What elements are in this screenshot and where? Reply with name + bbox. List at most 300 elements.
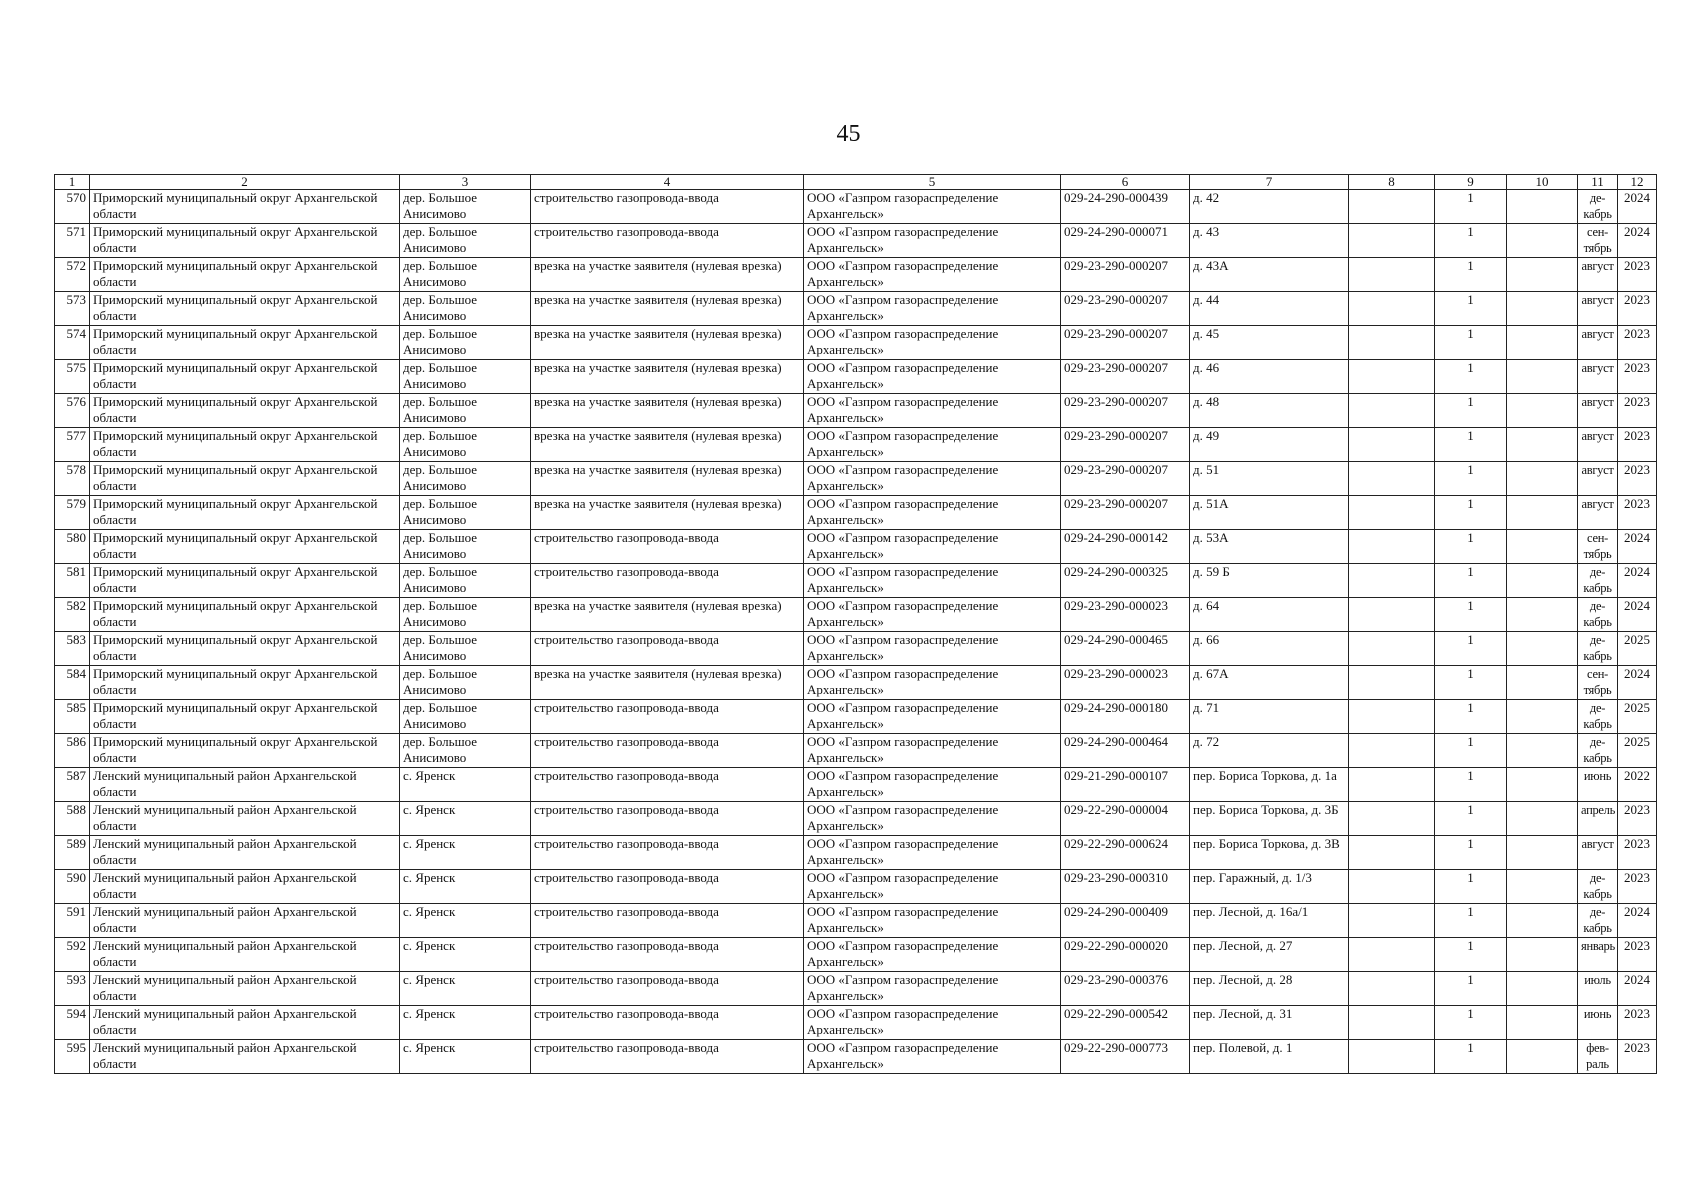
month-cell: де-кабрь [1578,598,1618,632]
address-cell: пер. Гаражный, д. 1/3 [1190,870,1349,904]
organization-cell: ООО «Газпром газораспределение Архангельск» [804,734,1061,768]
page-number: 45 [836,121,861,147]
year-cell: 2024 [1618,564,1657,598]
settlement-cell: с. Яренск [400,802,531,836]
quantity-cell: 1 [1435,802,1507,836]
organization-cell: ООО «Газпром газораспределение Архангельск» [804,258,1061,292]
month-cell: август [1578,836,1618,870]
work-type-cell: строительство газопровода-ввода [531,768,804,802]
application-number-cell: 029-24-290-000180 [1061,700,1190,734]
quantity-cell: 1 [1435,768,1507,802]
column-10-cell [1507,428,1578,462]
year-cell: 2023 [1618,1006,1657,1040]
month-cell: июль [1578,972,1618,1006]
column-8-cell [1349,700,1435,734]
application-number-cell: 029-24-290-000071 [1061,224,1190,258]
year-cell: 2022 [1618,768,1657,802]
table-row [55,394,1657,428]
work-type-cell: строительство газопровода-ввода [531,190,804,224]
settlement-cell: дер. Большое Анисимово [400,564,531,598]
column-8-cell [1349,972,1435,1006]
month-cell: фев-раль [1578,1040,1618,1074]
application-number-cell: 029-22-290-000542 [1061,1006,1190,1040]
quantity-cell: 1 [1435,224,1507,258]
application-number-cell: 029-21-290-000107 [1061,768,1190,802]
work-type-cell: врезка на участке заявителя (нулевая врезка) [531,394,804,428]
month-cell: де-кабрь [1578,564,1618,598]
quantity-cell: 1 [1435,394,1507,428]
address-cell: пер. Бориса Торкова, д. 1а [1190,768,1349,802]
address-cell: пер. Бориса Торкова, д. 3Б [1190,802,1349,836]
year-cell: 2023 [1618,258,1657,292]
column-header: 7 [1190,175,1349,190]
table-row [55,224,1657,258]
column-8-cell [1349,530,1435,564]
month-cell: де-кабрь [1578,632,1618,666]
column-10-cell [1507,598,1578,632]
row-number-cell: 576 [55,394,90,428]
column-header: 4 [531,175,804,190]
settlement-cell: с. Яренск [400,768,531,802]
column-8-cell [1349,1006,1435,1040]
column-10-cell [1507,292,1578,326]
column-10-cell [1507,462,1578,496]
quantity-cell: 1 [1435,598,1507,632]
application-number-cell: 029-23-290-000023 [1061,666,1190,700]
application-number-cell: 029-24-290-000142 [1061,530,1190,564]
settlement-cell: дер. Большое Анисимово [400,496,531,530]
month-cell: де-кабрь [1578,700,1618,734]
month-cell: январь [1578,938,1618,972]
table-row [55,462,1657,496]
application-number-cell: 029-23-290-000207 [1061,496,1190,530]
year-cell: 2023 [1618,326,1657,360]
column-10-cell [1507,258,1578,292]
month-cell: август [1578,496,1618,530]
application-number-cell: 029-22-290-000773 [1061,1040,1190,1074]
column-10-cell [1507,530,1578,564]
municipality-cell: Ленский муниципальный район Архангельской области [90,904,400,938]
row-number-cell: 580 [55,530,90,564]
column-8-cell [1349,802,1435,836]
column-8-cell [1349,1040,1435,1074]
settlement-cell: с. Яренск [400,938,531,972]
table-header-row [55,175,1657,190]
column-header: 12 [1618,175,1657,190]
column-8-cell [1349,768,1435,802]
table-row [55,904,1657,938]
year-cell: 2023 [1618,1040,1657,1074]
column-8-cell [1349,870,1435,904]
settlement-cell: с. Яренск [400,870,531,904]
month-cell: де-кабрь [1578,904,1618,938]
column-header: 11 [1578,175,1618,190]
organization-cell: ООО «Газпром газораспределение Архангельск» [804,224,1061,258]
address-cell: д. 71 [1190,700,1349,734]
column-8-cell [1349,666,1435,700]
table-row [55,666,1657,700]
work-type-cell: врезка на участке заявителя (нулевая врезка) [531,462,804,496]
year-cell: 2024 [1618,598,1657,632]
work-type-cell: врезка на участке заявителя (нулевая врезка) [531,598,804,632]
application-number-cell: 029-24-290-000464 [1061,734,1190,768]
row-number-cell: 570 [55,190,90,224]
column-8-cell [1349,836,1435,870]
year-cell: 2023 [1618,938,1657,972]
work-type-cell: врезка на участке заявителя (нулевая врезка) [531,360,804,394]
table-row [55,530,1657,564]
application-number-cell: 029-23-290-000376 [1061,972,1190,1006]
address-cell: д. 42 [1190,190,1349,224]
organization-cell: ООО «Газпром газораспределение Архангельск» [804,1006,1061,1040]
organization-cell: ООО «Газпром газораспределение Архангельск» [804,496,1061,530]
column-10-cell [1507,394,1578,428]
work-type-cell: строительство газопровода-ввода [531,530,804,564]
column-10-cell [1507,972,1578,1006]
organization-cell: ООО «Газпром газораспределение Архангельск» [804,394,1061,428]
table-row [55,802,1657,836]
municipality-cell: Ленский муниципальный район Архангельской области [90,972,400,1006]
row-number-cell: 579 [55,496,90,530]
quantity-cell: 1 [1435,1040,1507,1074]
address-cell: д. 67А [1190,666,1349,700]
column-8-cell [1349,360,1435,394]
column-8-cell [1349,564,1435,598]
municipality-cell: Ленский муниципальный район Архангельской области [90,1040,400,1074]
row-number-cell: 578 [55,462,90,496]
column-10-cell [1507,802,1578,836]
year-cell: 2025 [1618,700,1657,734]
settlement-cell: дер. Большое Анисимово [400,292,531,326]
row-number-cell: 594 [55,1006,90,1040]
organization-cell: ООО «Газпром газораспределение Архангельск» [804,292,1061,326]
table-row [55,938,1657,972]
year-cell: 2023 [1618,428,1657,462]
year-cell: 2023 [1618,292,1657,326]
column-8-cell [1349,904,1435,938]
month-cell: август [1578,462,1618,496]
organization-cell: ООО «Газпром газораспределение Архангельск» [804,768,1061,802]
settlement-cell: дер. Большое Анисимово [400,666,531,700]
column-10-cell [1507,190,1578,224]
municipality-cell: Ленский муниципальный район Архангельской области [90,938,400,972]
column-8-cell [1349,394,1435,428]
column-header: 10 [1507,175,1578,190]
registry-table [54,174,1657,1074]
municipality-cell: Ленский муниципальный район Архангельской области [90,870,400,904]
settlement-cell: с. Яренск [400,904,531,938]
column-10-cell [1507,836,1578,870]
row-number-cell: 575 [55,360,90,394]
settlement-cell: дер. Большое Анисимово [400,190,531,224]
address-cell: пер. Лесной, д. 16а/1 [1190,904,1349,938]
work-type-cell: врезка на участке заявителя (нулевая врезка) [531,258,804,292]
municipality-cell: Приморский муниципальный округ Архангельской области [90,292,400,326]
municipality-cell: Приморский муниципальный округ Архангельской области [90,190,400,224]
column-10-cell [1507,326,1578,360]
column-8-cell [1349,292,1435,326]
work-type-cell: строительство газопровода-ввода [531,972,804,1006]
quantity-cell: 1 [1435,870,1507,904]
settlement-cell: дер. Большое Анисимово [400,700,531,734]
application-number-cell: 029-23-290-000207 [1061,462,1190,496]
organization-cell: ООО «Газпром газораспределение Архангельск» [804,598,1061,632]
municipality-cell: Приморский муниципальный округ Архангельской области [90,666,400,700]
table-row [55,972,1657,1006]
column-8-cell [1349,938,1435,972]
month-cell: август [1578,394,1618,428]
row-number-cell: 586 [55,734,90,768]
address-cell: пер. Полевой, д. 1 [1190,1040,1349,1074]
application-number-cell: 029-23-290-000310 [1061,870,1190,904]
address-cell: д. 66 [1190,632,1349,666]
quantity-cell: 1 [1435,530,1507,564]
row-number-cell: 595 [55,1040,90,1074]
municipality-cell: Ленский муниципальный район Архангельской области [90,836,400,870]
settlement-cell: с. Яренск [400,836,531,870]
table-row [55,598,1657,632]
table-row [55,1040,1657,1074]
work-type-cell: строительство газопровода-ввода [531,632,804,666]
year-cell: 2023 [1618,360,1657,394]
settlement-cell: дер. Большое Анисимово [400,462,531,496]
organization-cell: ООО «Газпром газораспределение Архангельск» [804,836,1061,870]
month-cell: июнь [1578,1006,1618,1040]
column-8-cell [1349,428,1435,462]
settlement-cell: дер. Большое Анисимово [400,224,531,258]
year-cell: 2024 [1618,972,1657,1006]
column-10-cell [1507,632,1578,666]
address-cell: д. 45 [1190,326,1349,360]
settlement-cell: с. Яренск [400,972,531,1006]
column-10-cell [1507,666,1578,700]
organization-cell: ООО «Газпром газораспределение Архангельск» [804,360,1061,394]
month-cell: август [1578,292,1618,326]
table-row [55,1006,1657,1040]
municipality-cell: Приморский муниципальный округ Архангельской области [90,700,400,734]
column-10-cell [1507,734,1578,768]
address-cell: пер. Лесной, д. 27 [1190,938,1349,972]
municipality-cell: Приморский муниципальный округ Архангельской области [90,530,400,564]
municipality-cell: Приморский муниципальный округ Архангельской области [90,564,400,598]
work-type-cell: строительство газопровода-ввода [531,564,804,598]
month-cell: август [1578,258,1618,292]
table-row [55,700,1657,734]
table-row [55,326,1657,360]
month-cell: де-кабрь [1578,734,1618,768]
work-type-cell: строительство газопровода-ввода [531,836,804,870]
application-number-cell: 029-23-290-000207 [1061,394,1190,428]
column-10-cell [1507,1040,1578,1074]
table-row [55,768,1657,802]
municipality-cell: Приморский муниципальный округ Архангельской области [90,428,400,462]
quantity-cell: 1 [1435,564,1507,598]
table-row [55,428,1657,462]
organization-cell: ООО «Газпром газораспределение Архангельск» [804,326,1061,360]
application-number-cell: 029-23-290-000207 [1061,292,1190,326]
table-row [55,258,1657,292]
column-8-cell [1349,258,1435,292]
column-10-cell [1507,870,1578,904]
quantity-cell: 1 [1435,904,1507,938]
column-10-cell [1507,938,1578,972]
row-number-cell: 584 [55,666,90,700]
column-8-cell [1349,632,1435,666]
work-type-cell: строительство газопровода-ввода [531,870,804,904]
quantity-cell: 1 [1435,700,1507,734]
quantity-cell: 1 [1435,190,1507,224]
organization-cell: ООО «Газпром газораспределение Архангельск» [804,870,1061,904]
organization-cell: ООО «Газпром газораспределение Архангельск» [804,1040,1061,1074]
work-type-cell: врезка на участке заявителя (нулевая врезка) [531,326,804,360]
row-number-cell: 573 [55,292,90,326]
column-10-cell [1507,1006,1578,1040]
column-header: 6 [1061,175,1190,190]
quantity-cell: 1 [1435,734,1507,768]
application-number-cell: 029-23-290-000207 [1061,258,1190,292]
work-type-cell: строительство газопровода-ввода [531,224,804,258]
address-cell: д. 48 [1190,394,1349,428]
address-cell: д. 51А [1190,496,1349,530]
row-number-cell: 592 [55,938,90,972]
work-type-cell: строительство газопровода-ввода [531,802,804,836]
row-number-cell: 587 [55,768,90,802]
table-row [55,564,1657,598]
application-number-cell: 029-23-290-000023 [1061,598,1190,632]
municipality-cell: Ленский муниципальный район Архангельской области [90,802,400,836]
work-type-cell: строительство газопровода-ввода [531,904,804,938]
organization-cell: ООО «Газпром газораспределение Архангельск» [804,972,1061,1006]
year-cell: 2024 [1618,190,1657,224]
year-cell: 2023 [1618,802,1657,836]
quantity-cell: 1 [1435,972,1507,1006]
column-header: 1 [55,175,90,190]
row-number-cell: 593 [55,972,90,1006]
address-cell: пер. Лесной, д. 31 [1190,1006,1349,1040]
organization-cell: ООО «Газпром газораспределение Архангельск» [804,700,1061,734]
month-cell: август [1578,326,1618,360]
column-8-cell [1349,462,1435,496]
settlement-cell: дер. Большое Анисимово [400,598,531,632]
settlement-cell: дер. Большое Анисимово [400,428,531,462]
row-number-cell: 583 [55,632,90,666]
application-number-cell: 029-24-290-000325 [1061,564,1190,598]
work-type-cell: строительство газопровода-ввода [531,1006,804,1040]
year-cell: 2023 [1618,870,1657,904]
settlement-cell: с. Яренск [400,1040,531,1074]
municipality-cell: Приморский муниципальный округ Архангельской области [90,224,400,258]
quantity-cell: 1 [1435,632,1507,666]
column-10-cell [1507,496,1578,530]
application-number-cell: 029-22-290-000624 [1061,836,1190,870]
column-10-cell [1507,224,1578,258]
settlement-cell: с. Яренск [400,1006,531,1040]
row-number-cell: 585 [55,700,90,734]
quantity-cell: 1 [1435,258,1507,292]
quantity-cell: 1 [1435,360,1507,394]
year-cell: 2024 [1618,904,1657,938]
municipality-cell: Приморский муниципальный округ Архангельской области [90,394,400,428]
address-cell: д. 44 [1190,292,1349,326]
month-cell: сен-тябрь [1578,666,1618,700]
column-8-cell [1349,326,1435,360]
month-cell: де-кабрь [1578,190,1618,224]
quantity-cell: 1 [1435,836,1507,870]
table-row [55,190,1657,224]
address-cell: д. 51 [1190,462,1349,496]
row-number-cell: 571 [55,224,90,258]
work-type-cell: строительство газопровода-ввода [531,734,804,768]
address-cell: д. 72 [1190,734,1349,768]
work-type-cell: врезка на участке заявителя (нулевая врезка) [531,292,804,326]
column-header: 8 [1349,175,1435,190]
work-type-cell: врезка на участке заявителя (нулевая врезка) [531,666,804,700]
month-cell: июнь [1578,768,1618,802]
row-number-cell: 589 [55,836,90,870]
year-cell: 2025 [1618,632,1657,666]
municipality-cell: Приморский муниципальный округ Архангельской области [90,462,400,496]
row-number-cell: 588 [55,802,90,836]
quantity-cell: 1 [1435,462,1507,496]
column-10-cell [1507,904,1578,938]
organization-cell: ООО «Газпром газораспределение Архангельск» [804,428,1061,462]
address-cell: д. 46 [1190,360,1349,394]
application-number-cell: 029-23-290-000207 [1061,360,1190,394]
month-cell: август [1578,360,1618,394]
municipality-cell: Приморский муниципальный округ Архангельской области [90,360,400,394]
application-number-cell: 029-22-290-000004 [1061,802,1190,836]
settlement-cell: дер. Большое Анисимово [400,394,531,428]
organization-cell: ООО «Газпром газораспределение Архангельск» [804,938,1061,972]
address-cell: д. 43 [1190,224,1349,258]
quantity-cell: 1 [1435,326,1507,360]
address-cell: пер. Бориса Торкова, д. 3В [1190,836,1349,870]
table-row [55,292,1657,326]
year-cell: 2023 [1618,496,1657,530]
settlement-cell: дер. Большое Анисимово [400,530,531,564]
organization-cell: ООО «Газпром газораспределение Архангельск» [804,462,1061,496]
organization-cell: ООО «Газпром газораспределение Архангельск» [804,666,1061,700]
row-number-cell: 581 [55,564,90,598]
column-8-cell [1349,224,1435,258]
municipality-cell: Приморский муниципальный округ Архангельской области [90,326,400,360]
quantity-cell: 1 [1435,666,1507,700]
settlement-cell: дер. Большое Анисимово [400,734,531,768]
column-10-cell [1507,360,1578,394]
settlement-cell: дер. Большое Анисимово [400,258,531,292]
organization-cell: ООО «Газпром газораспределение Архангельск» [804,564,1061,598]
settlement-cell: дер. Большое Анисимово [400,360,531,394]
row-number-cell: 572 [55,258,90,292]
municipality-cell: Приморский муниципальный округ Архангельской области [90,734,400,768]
application-number-cell: 029-23-290-000207 [1061,428,1190,462]
column-10-cell [1507,564,1578,598]
application-number-cell: 029-24-290-000409 [1061,904,1190,938]
municipality-cell: Ленский муниципальный район Архангельской области [90,768,400,802]
column-header: 5 [804,175,1061,190]
month-cell: сен-тябрь [1578,530,1618,564]
row-number-cell: 591 [55,904,90,938]
year-cell: 2023 [1618,394,1657,428]
year-cell: 2024 [1618,530,1657,564]
quantity-cell: 1 [1435,938,1507,972]
table-body [55,190,1657,1074]
table-row [55,836,1657,870]
municipality-cell: Приморский муниципальный округ Архангельской области [90,632,400,666]
address-cell: д. 59 Б [1190,564,1349,598]
quantity-cell: 1 [1435,428,1507,462]
month-cell: апрель [1578,802,1618,836]
